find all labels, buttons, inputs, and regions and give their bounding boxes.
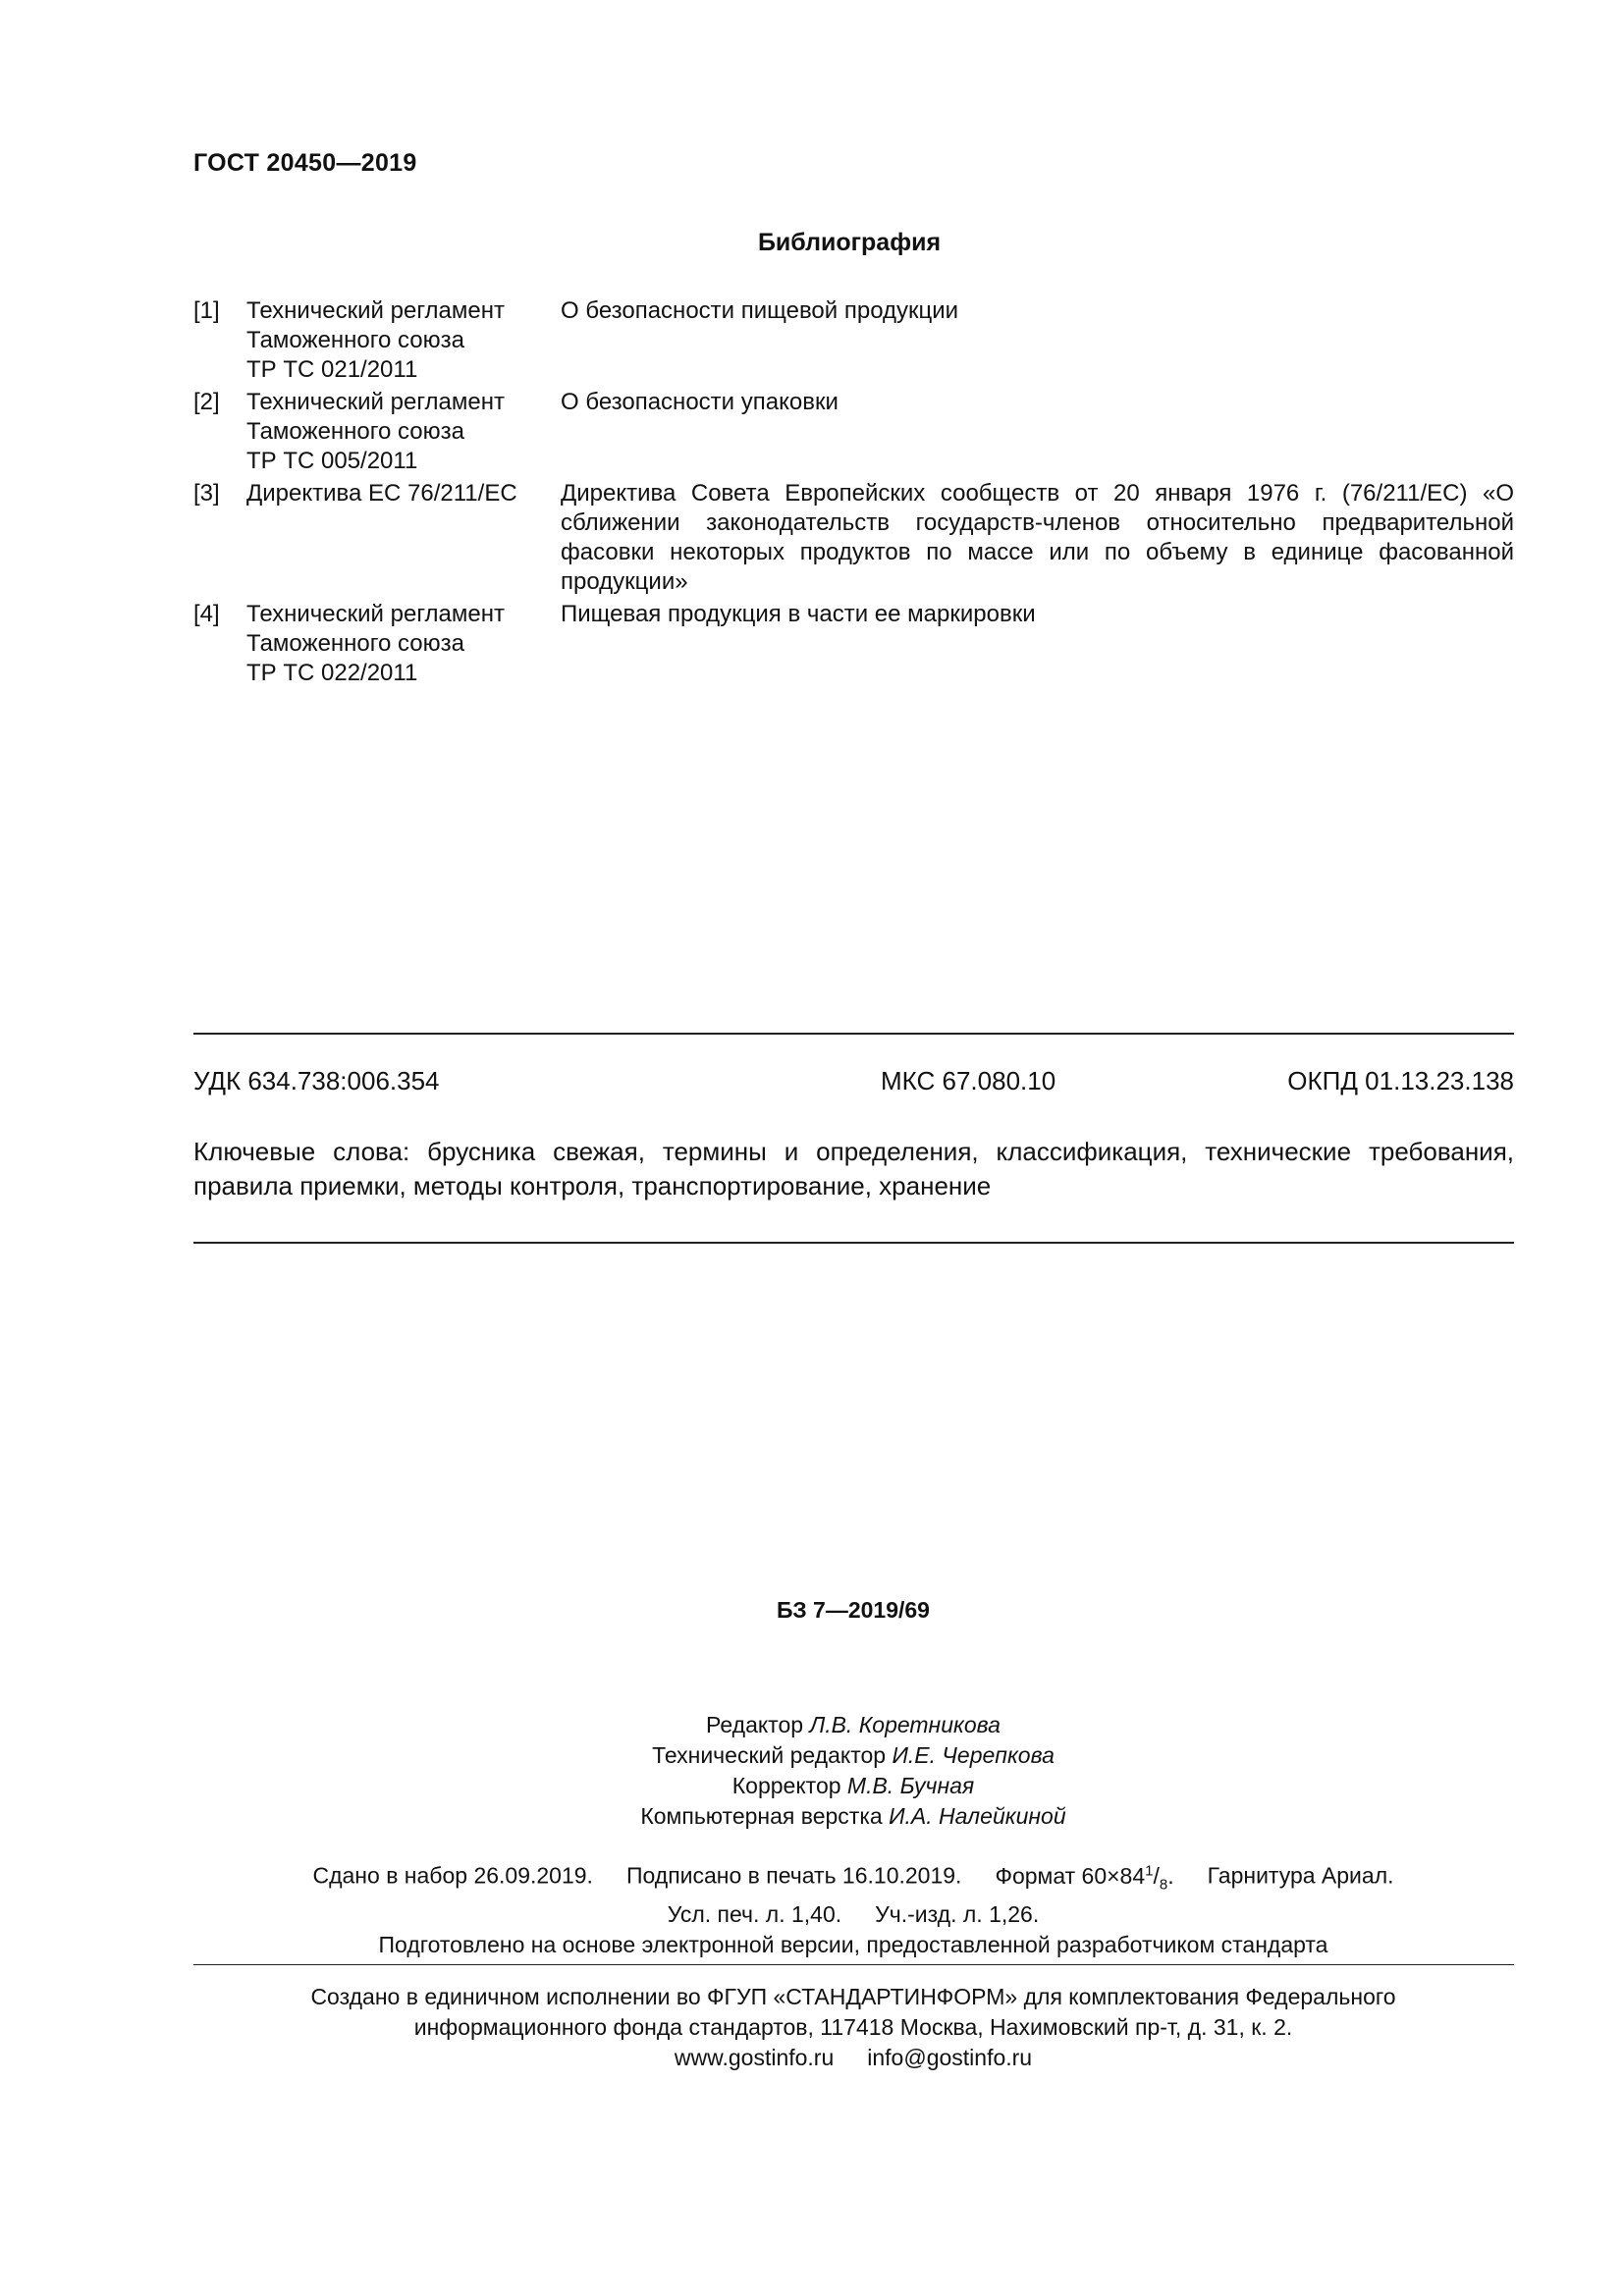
paper-format: Формат $60\times 84^1/_8$.: [995, 1862, 1174, 1894]
prepared-note: Подготовлено на основе электронной версии, предоставленной разработчиком стандарта: [378, 1932, 1328, 1958]
submitted-date: Сдано в набор 26.09.2019.: [312, 1862, 593, 1889]
okpd-code: ОКПД 01.13.23.138: [1287, 1066, 1514, 1095]
bibliography-entry: [193, 600, 1514, 688]
entry-document-line: ТР ТС 022/2011: [246, 660, 418, 686]
entry-document-line: Директива ЕС 76/211/ЕС: [246, 480, 517, 507]
divider-footer: [193, 1964, 1514, 1965]
entry-title: Пищевая продукция в части ее маркировки: [561, 601, 1036, 627]
entry-number: [1]: [193, 297, 220, 324]
credit-name: И.А. Налейкиной: [889, 1803, 1066, 1829]
entry-document-line: Таможенного союза: [246, 327, 464, 353]
website-link[interactable]: www.gostinfo.ru: [674, 2045, 835, 2070]
bibliography-entry: [193, 296, 1514, 385]
credit-role: Компьютерная верстка: [640, 1803, 883, 1829]
typeface: Гарнитура Ариал.: [1207, 1862, 1394, 1889]
entry-title: О безопасности пищевой продукции: [561, 297, 959, 324]
bibliography-table: [193, 296, 1514, 691]
entry-document: [246, 600, 561, 688]
mks-code: МКС 67.080.10: [881, 1066, 1056, 1095]
publisher-sheets: Уч.-изд. л. 1,26.: [875, 1901, 1040, 1928]
divider-top: [193, 1033, 1514, 1035]
credit-role: Корректор: [731, 1773, 841, 1798]
entry-document-line: ТР ТС 021/2011: [246, 356, 418, 383]
credit-line: [0, 1771, 1624, 1801]
footer-block: [0, 1982, 1624, 2073]
entry-document-line: Таможенного союза: [246, 630, 464, 657]
entry-document: [246, 296, 561, 385]
entry-number: [2]: [193, 389, 220, 415]
bibliography-entry: [193, 479, 1514, 597]
keywords: Ключевые слова: брусника свежая, термины и определения, классификация, технические требования, правила приемки, методы контроля, транспортирование, хранение: [193, 1137, 1514, 1201]
udk-code: УДК 634.738:006.354: [193, 1066, 440, 1095]
print-sheets: Усл. печ. л. 1,40.: [667, 1901, 842, 1928]
signed-date: Подписано в печать 16.10.2019.: [625, 1862, 962, 1889]
credit-role: Редактор: [706, 1712, 804, 1737]
imprint-line-1: [0, 1855, 1624, 1899]
footer-line-1: Создано в единичном исполнении во ФГУП «СТАНДАРТИНФОРМ» для комплектования Федерального: [310, 1984, 1396, 2009]
entry-document: [246, 479, 561, 508]
entry-document-line: ТР ТС 005/2011: [246, 448, 418, 474]
credits-block: [0, 1710, 1624, 1832]
entry-title: О безопасности упаковки: [561, 389, 839, 415]
credit-line: [0, 1801, 1624, 1832]
entry-number: [3]: [193, 480, 220, 507]
classification-row: [193, 1066, 1514, 1099]
credit-name: И.Е. Черепкова: [892, 1742, 1055, 1768]
document-code: ГОСТ 20450—2019: [193, 149, 417, 177]
divider-bottom: [193, 1242, 1514, 1244]
credit-role: Технический редактор: [652, 1742, 887, 1768]
bz-number: БЗ 7—2019/69: [777, 1597, 930, 1623]
entry-number: [4]: [193, 601, 220, 627]
bibliography-title: Библиография: [757, 229, 942, 256]
credit-line: [0, 1740, 1624, 1771]
footer-contacts: [0, 2043, 1624, 2073]
entry-document-line: Технический регламент: [246, 601, 505, 627]
imprint-line-2: [0, 1899, 1624, 1930]
credit-name: М.В. Бучная: [846, 1773, 975, 1798]
entry-document: [246, 388, 561, 476]
credit-name: Л.В. Коретникова: [809, 1712, 1001, 1737]
credit-line: [0, 1710, 1624, 1740]
bibliography-entry: [193, 388, 1514, 476]
email-link[interactable]: info@gostinfo.ru: [867, 2045, 1033, 2070]
entry-document-line: Таможенного союза: [246, 418, 464, 445]
imprint-block: [0, 1855, 1624, 1960]
entry-title: Директива Совета Европейских сообществ от 20 января 1976 г. (76/211/ЕС) «О сближении законодательств государств-членов относительно предварительной фасовки некоторых продуктов по массе или по объему в единице фасованной продукции»: [561, 480, 1514, 595]
footer-line-2: информационного фонда стандартов, 117418 Москва, Нахимовский пр-т, д. 31, к. 2.: [413, 2014, 1293, 2040]
entry-document-line: Технический регламент: [246, 297, 505, 324]
entry-document-line: Технический регламент: [246, 389, 505, 415]
